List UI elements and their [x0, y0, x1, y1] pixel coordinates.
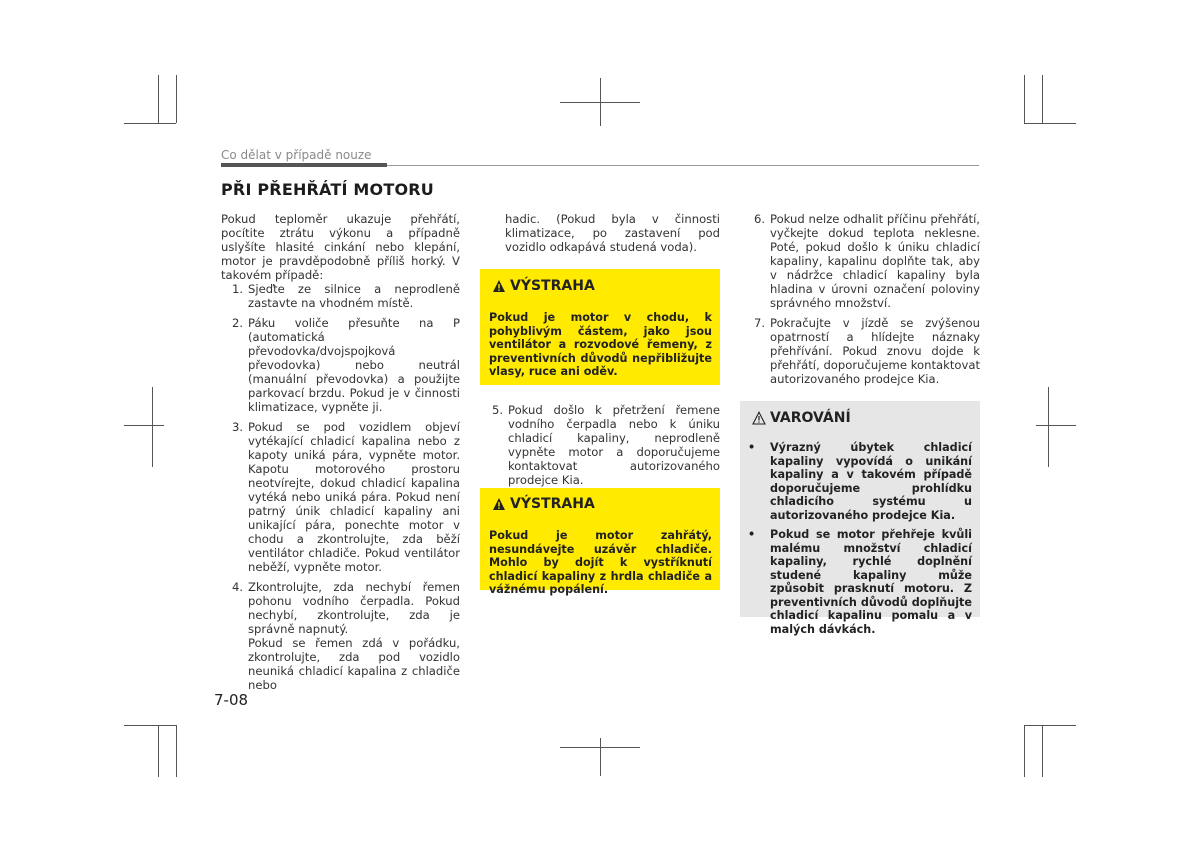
warning-box [480, 488, 720, 596]
list-text: Pokud nelze odhalit příčinu přehřátí, vyčkejte dokud teplota neklesne. Poté, pokud došlo k úniku chladicí kapaliny, kapalinu doplňte tak, aby v nádržce chladicí kapaliny byla hladina v úrovni označení poloviny správného množství. [770, 212, 980, 310]
intro-paragraph: Pokud teploměr ukazuje přehřátí, pocítite ztrátu výkonu a případně uslyšíte hlasité cinkání nebo klepání, motor je pravděpodobně příliš horký. V takovém případě: [221, 212, 460, 282]
list-item [481, 403, 720, 487]
list-item [221, 580, 460, 692]
warning-icon [492, 497, 506, 511]
list-number: 5. [491, 403, 503, 417]
list-number: 7. [753, 316, 765, 330]
list-text: Pokud došlo k přetržení řemene vodního čerpadla nebo k úniku chladicí kapaliny, neprodleně vypněte motor a doporučujeme kontaktovat autorizovaného prodejce Kia. [508, 403, 720, 487]
warning-box [480, 269, 720, 385]
warning-title: VÝSTRAHA [510, 278, 595, 294]
column-right [743, 212, 980, 392]
list-text: Pokud se pod vozidlem objeví vytékající chladicí kapalina nebo z kapoty uniká pára, vypněte motor. Kapotu motorového prostoru neotvírejte, dokud chladicí kapalina vytéká nebo uniká pára. Pokud není patrný únik chladicí kapaliny ani unikající pára, ponechte motor v chodu a zkontrolujte, zda běží ventilátor chladiče. Pokud ventilátor neběží, vypněte motor. [248, 420, 460, 574]
list-text: Sjeďte ze silnice a neprodleně zastavte na vhodném místě. [248, 282, 460, 310]
header-rule [387, 165, 979, 166]
list-text: Zkontrolujte, zda nechybí řemen pohonu vodního čerpadla. Pokud nechybí, zkontrolujte, zda je správně napnutý. [248, 580, 460, 636]
column-left [221, 212, 460, 698]
section-header: Co dělat v případě nouze [221, 148, 372, 162]
page-number: 7-08 [214, 691, 249, 709]
list-item [743, 316, 980, 386]
list-text: Páku voliče přesuňte na P (automatická převodovka/dvojspojková převodovka) nebo neutrál (manuální převodovka) a použijte parkovací brzdu. Pokud je v činnosti klimatizace, vypněte ji. [248, 316, 460, 414]
column-middle [481, 212, 720, 254]
caution-title: VAROVÁNÍ [770, 410, 851, 426]
warning-title: VÝSTRAHA [510, 496, 595, 512]
caution-icon [752, 411, 766, 425]
list-item [743, 212, 980, 310]
bullet-text: Výrazný úbytek chladicí kapaliny vypovídá o unikání kapaliny a v takovém případě doporučujeme prohlídku chladicího systému u autorizovaného prodejce Kia. [770, 441, 972, 522]
list-item [221, 316, 460, 414]
warning-text: Pokud je motor v chodu, k pohyblivým částem, jako jsou ventilátor a rozvodové řemeny, z preventivních důvodů nepřibližujte vlasy, ruce ani oděv. [489, 311, 712, 378]
header-bar [221, 163, 387, 167]
continued-paragraph: hadic. (Pokud byla v činnosti klimatizace, po zastavení pod vozidlo odkapává studená voda). [505, 212, 720, 254]
list-number: 1. [231, 282, 243, 296]
bullet-item [740, 441, 972, 522]
bullet-icon: • [748, 441, 756, 454]
bullet-item [740, 528, 972, 636]
list-item [221, 420, 460, 574]
list-text-continued: Pokud se řemen zdá v pořádku, zkontrolujte, zda pod vozidlo neuniká chladicí kapalina z chladiče nebo [248, 636, 460, 692]
list-number: 3. [231, 420, 243, 434]
list-number: 6. [753, 212, 765, 226]
warning-text: Pokud je motor zahřátý, nesundávejte uzávěr chladiče. Mohlo by dojít k vystříknutí chladicí kapaliny z hrdla chladiče a vážnému popálení. [489, 529, 712, 596]
list-text: Pokračujte v jízdě se zvýšenou opatrností a hlídejte náznaky přehřívání. Pokud znovu dojde k přehřátí, doporučujeme kontaktovat autorizovaného prodejce Kia. [770, 316, 980, 386]
page-title: PŘI PŘEHŘÁTÍ MOTORU [221, 180, 434, 199]
bullet-text: Pokud se motor přehřeje kvůli malému množství chladicí kapaliny, rychlé doplnění studené kapaliny může způsobit prasknutí motoru. Z preventivních důvodů doplňujte chladicí kapalinu pomalu a v malých dávkách. [770, 528, 972, 636]
warning-icon [492, 279, 506, 293]
caution-box [740, 401, 980, 636]
bullet-icon: • [748, 528, 756, 541]
list-number: 2. [231, 316, 243, 330]
list-number: 4. [231, 580, 243, 594]
list-item [221, 282, 460, 310]
